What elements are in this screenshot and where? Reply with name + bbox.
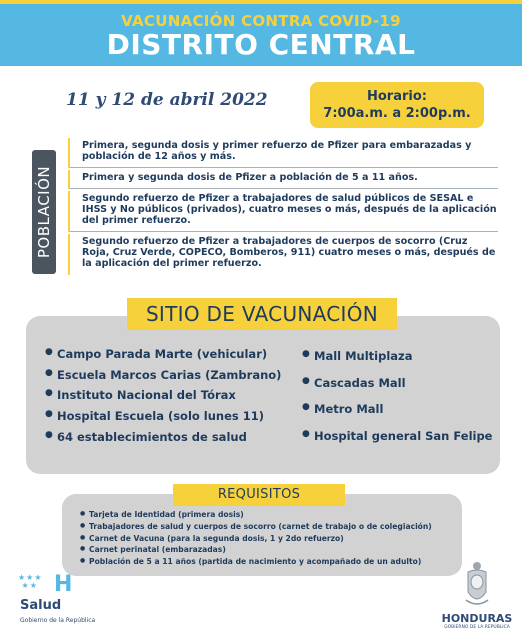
honduras-subtitle: GOBIERNO DE LA REPÚBLICA [444, 625, 510, 630]
schedule-time: 7:00a.m. a 2:00p.m. [323, 106, 471, 121]
header-title: DISTRITO CENTRAL [106, 28, 416, 61]
salud-logo-icon [18, 574, 98, 630]
header-subtitle: VACUNACIÓN CONTRA COVID-19 [121, 12, 401, 30]
header-accent-stripe [0, 0, 522, 4]
salud-subtitle: Gobierno de la República [20, 617, 96, 624]
population-tab [32, 150, 56, 274]
honduras-seal-icon [462, 560, 492, 610]
requirement-item: ● Carnet perinatal (embarazadas) [80, 545, 432, 557]
requirements-title: REQUISITOS [173, 484, 345, 506]
site-item: ● Mall Multiplaza [302, 349, 492, 376]
requirement-item: ● Trabajadores de salud y cuerpos de socorro (carnet de trabajo o de colegiación) [80, 522, 432, 534]
site-item: ● Hospital Escuela (solo lunes 11) [45, 409, 281, 430]
honduras-logo [438, 560, 516, 634]
site-item: ● Escuela Marcos Carias (Zambrano) [45, 368, 281, 389]
requirements-list [80, 510, 432, 569]
population-item: Segundo refuerzo de Pfizer a trabajadores de salud públicos de SESAL e IHSS y No públicos (privados), cuatro meses o más, después de la aplicación del primer refuerzo. [68, 193, 498, 232]
salud-wordmark: Salud [20, 598, 62, 613]
header-banner [0, 0, 522, 66]
site-item: ● Instituto Nacional del Tórax [45, 388, 281, 409]
population-list [68, 140, 498, 278]
site-item: ● Metro Mall [302, 402, 492, 429]
honduras-wordmark: HONDURAS [441, 612, 513, 625]
population-tab-label: POBLACIÓN [35, 165, 53, 259]
vaccination-sites-title: SITIO DE VACUNACIÓN [127, 298, 397, 330]
site-item: ● Cascadas Mall [302, 376, 492, 403]
site-item: ● Hospital general San Felipe [302, 429, 492, 456]
stars-icon: ★★★ ★★ [18, 573, 43, 590]
sites-list-left [45, 347, 281, 450]
population-item: Segundo refuerzo de Pfizer a trabajadores de cuerpos de socorro (Cruz Roja, Cruz Verde, COPECO, Bomberos, 911) cuatro meses o más, después de la aplicación del primer refuerzo. [68, 236, 498, 274]
schedule-box [310, 82, 484, 128]
site-item: ● 64 establecimientos de salud [45, 430, 281, 451]
requirement-item: ● Población de 5 a 11 años (partida de nacimiento y acompañado de un adulto) [80, 557, 432, 569]
sites-list-right [302, 349, 492, 455]
requirement-item: ● Carnet de Vacuna (para la segunda dosis, 1 y 2do refuerzo) [80, 534, 432, 546]
event-date: 11 y 12 de abril 2022 [66, 90, 268, 110]
requirement-item: ● Tarjeta de Identidad (primera dosis) [80, 510, 432, 522]
population-item: Primera, segunda dosis y primer refuerzo de Pfizer para embarazadas y población de 12 años y más. [68, 140, 498, 168]
site-item: ● Campo Parada Marte (vehicular) [45, 347, 281, 368]
schedule-label: Horario: [367, 89, 427, 104]
population-item: Primera y segunda dosis de Pfizer a población de 5 a 11 años. [68, 172, 498, 189]
salud-h-letter: H [54, 572, 73, 597]
